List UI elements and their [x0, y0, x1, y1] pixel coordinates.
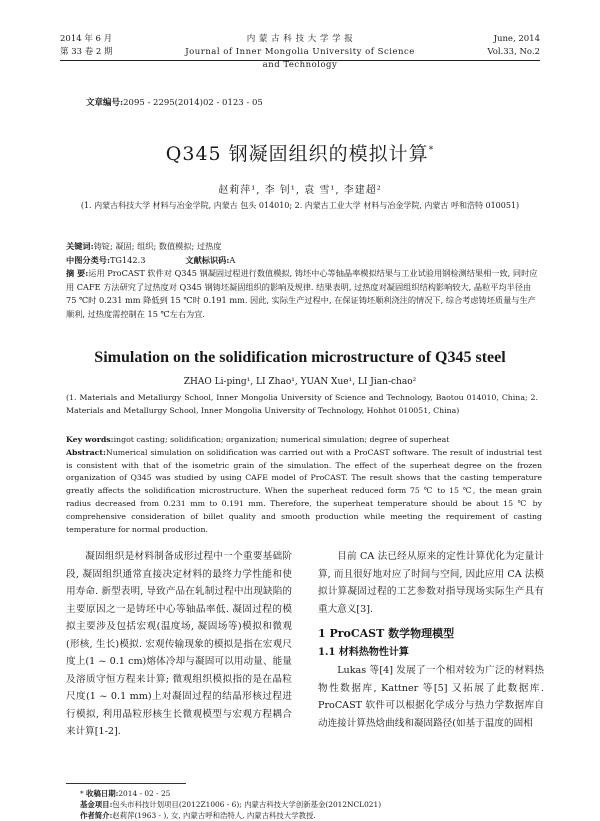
- authors-english: ZHAO Li-ping¹, LI Zhao¹, YUAN Xue¹, LI Jian-chao²: [183, 377, 417, 387]
- journal-name-en: Journal of Inner Mongolia University of Science and Technology: [185, 47, 415, 70]
- abstract-english-label: Abstract:: [66, 447, 106, 457]
- author-bio-text: 赵莉萍(1963 - ), 女, 内蒙古呼和浩特人, 内蒙古科技大学教授.: [112, 811, 316, 820]
- keywords-chinese-label: 关键词:: [66, 241, 94, 251]
- keywords-english-label: Key words:: [66, 435, 114, 444]
- title-chinese: [0, 139, 600, 166]
- header-volume: 第 33 卷 2 期: [60, 47, 113, 57]
- abstract-chinese: [66, 267, 542, 321]
- authors-chinese: 赵莉萍¹, 李 钊¹, 袁 雪¹, 李建超²: [218, 185, 382, 196]
- journal-name-cn: 内 蒙 古 科 技 大 学 学 报: [246, 34, 354, 44]
- keywords-english-text: ingot casting; solidification; organization; numerical simulation; degree of superheat: [113, 435, 450, 444]
- running-header: [60, 33, 540, 70]
- abstract-english-block: [66, 434, 542, 536]
- author-bio-label: 作者简介:: [80, 811, 113, 820]
- footnote-fund: [80, 799, 540, 810]
- article-number-value: 2095 - 2295(2014)02 - 0123 - 05: [123, 98, 263, 108]
- classification-label: 中图分类号:: [66, 254, 110, 265]
- fund-text: 包头市科技计划项目(2012Z1006 - 6); 内蒙古科技大学创新基金(2012NCL021): [112, 800, 382, 809]
- section-heading-1: 1 ProCAST 数学物理模型: [318, 627, 455, 640]
- abstract-english: [66, 447, 542, 537]
- header-date-en: June, 2014: [493, 34, 540, 44]
- abstract-english-text: Numerical simulation on solidification was carried out with a ProCAST software. The result of industrial test is consistent with that of the isometric grain of the simulation. The effect of the superheat degree on the frozen organization of Q345 was studied by using CAFE model of ProCAST. The result shows that the casting temperature greatly affects the solidification microstructure. When the superheat reduced form 75 ℃ to 15 ℃, the mean grain radius decreased from 0.231 mm to 0.191 mm. Therefore, the superheat temperature should be about 15 ℃ by comprehensive consideration of billet quality and smooth production while meeting the requirement of casting temperature for normal production.: [66, 447, 542, 534]
- footnote-author: [80, 810, 540, 821]
- body-paragraph-intro: 凝固组织是材料制备成形过程中一个重要基础阶段, 凝固组织通常直接决定材料的最终力学性能和使用寿命. 新型表明, 导致产品在轧制过程中出现缺陷的主要原因之一是铸坯中心等轴晶率低. 凝固过程的模拟主要涉及包括宏观(温度场, 凝固场等)模拟和微观(形核, 生长)模拟. 宏观传输现象的模拟是指在宏观尺度上(1 ~ 0.1 cm)熔体冷却与凝固可以用动量、能量及溶质守恒方程来计算; 微观组织模拟指的是在晶粒尺度(1 ~ 0.1 mm)上对凝固过程的结晶形核过程进行模拟, 利用晶粒形核生长微观模型与宏观方程耦合来计算[1-2].: [66, 551, 292, 737]
- header-volume-en: Vol.33, No.2: [487, 47, 540, 57]
- affiliation-english: (1. Materials and Metallurgy School, Inner Mongolia University of Science and Technology, Baotou 014010, China; 2. Materials and Metallurgy School, Inner Mongolia University of Technology, Hohhot 010051, China): [66, 393, 538, 415]
- header-date: 2014 年 6 月: [60, 34, 113, 44]
- title-footnote-mark: *: [428, 145, 435, 156]
- body-column-left: [66, 548, 292, 741]
- document-code-value: A: [229, 254, 236, 265]
- footnote: [80, 788, 540, 821]
- section-heading-1-1: 1.1 材料热物性计算: [318, 647, 409, 658]
- document-code-label: 文献标识码:: [185, 254, 230, 265]
- affiliation-chinese: (1. 内蒙古科技大学 材料与冶金学院, 内蒙古 包头 014010; 2. 内蒙古工业大学 材料与冶金学院, 内蒙古 呼和浩特 010051): [80, 201, 520, 210]
- keywords-english: [66, 434, 542, 447]
- classification-line: [66, 254, 542, 268]
- title-chinese-text: Q345 钢凝固组织的模拟计算: [165, 143, 429, 165]
- footnote-received: * 收稿日期:2014 - 02 - 25: [80, 789, 171, 798]
- received-date: 2014 - 02 - 25: [118, 789, 171, 798]
- received-label: 收稿日期:: [86, 789, 119, 798]
- title-english: Simulation on the solidification microstructure of Q345 steel: [94, 349, 506, 366]
- body-paragraph-thermo: Lukas 等[4] 发展了一个相对较为广泛的材料热物性数据库, Kattner 等[5] 又拓展了此数据库. ProCAST 软件可以根据化学成分与热力学数据库自动连接计算热焓曲线和凝固路径(如基于温度的固相: [318, 665, 544, 729]
- classification-value: TG142.3: [109, 254, 146, 265]
- abstract-chinese-block: [66, 240, 542, 322]
- article-number: [86, 96, 263, 108]
- header-right: [487, 33, 540, 59]
- keywords-chinese-text: 铸锭; 凝固; 组织; 数值模拟; 过热度: [93, 241, 222, 251]
- article-number-label: 文章编号:: [86, 98, 124, 108]
- footnote-divider: [66, 783, 186, 784]
- body-paragraph-ca: 目前 CA 法已经从原来的定性计算优化为定量计算, 而且很好地对应了时间与空间, 因此应用 CA 法模拟计算凝固过程的工艺参数对指导现场实际生产具有重大意义[3].: [318, 551, 544, 615]
- abstract-chinese-text: 运用 ProCAST 软件对 Q345 钢凝固过程进行数值模拟, 铸坯中心等轴晶率模拟结果与工业试验用钢检测结果相一致, 同时应用 CAFE 方法研究了过热度对 Q345 钢铸坯凝固组织的影响及规律. 结果表明, 过热度对凝固组织结构影响较大, 晶粒平均半径由 75 ℃时 0.231 mm 降低到 15 ℃时 0.191 mm. 因此, 实际生产过程中, 在保证铸坯顺利浇注的情况下, 综合考虑铸坯质量与生产顺利, 过热度需控制在 15 ℃左右为宜.: [66, 268, 538, 319]
- header-left: [60, 33, 113, 59]
- body-column-right: [318, 548, 544, 732]
- abstract-chinese-label: 摘 要:: [66, 268, 89, 279]
- keywords-chinese: [66, 240, 542, 254]
- fund-label: 基金项目:: [80, 800, 113, 809]
- header-center: [180, 33, 420, 72]
- header-divider: [60, 60, 540, 61]
